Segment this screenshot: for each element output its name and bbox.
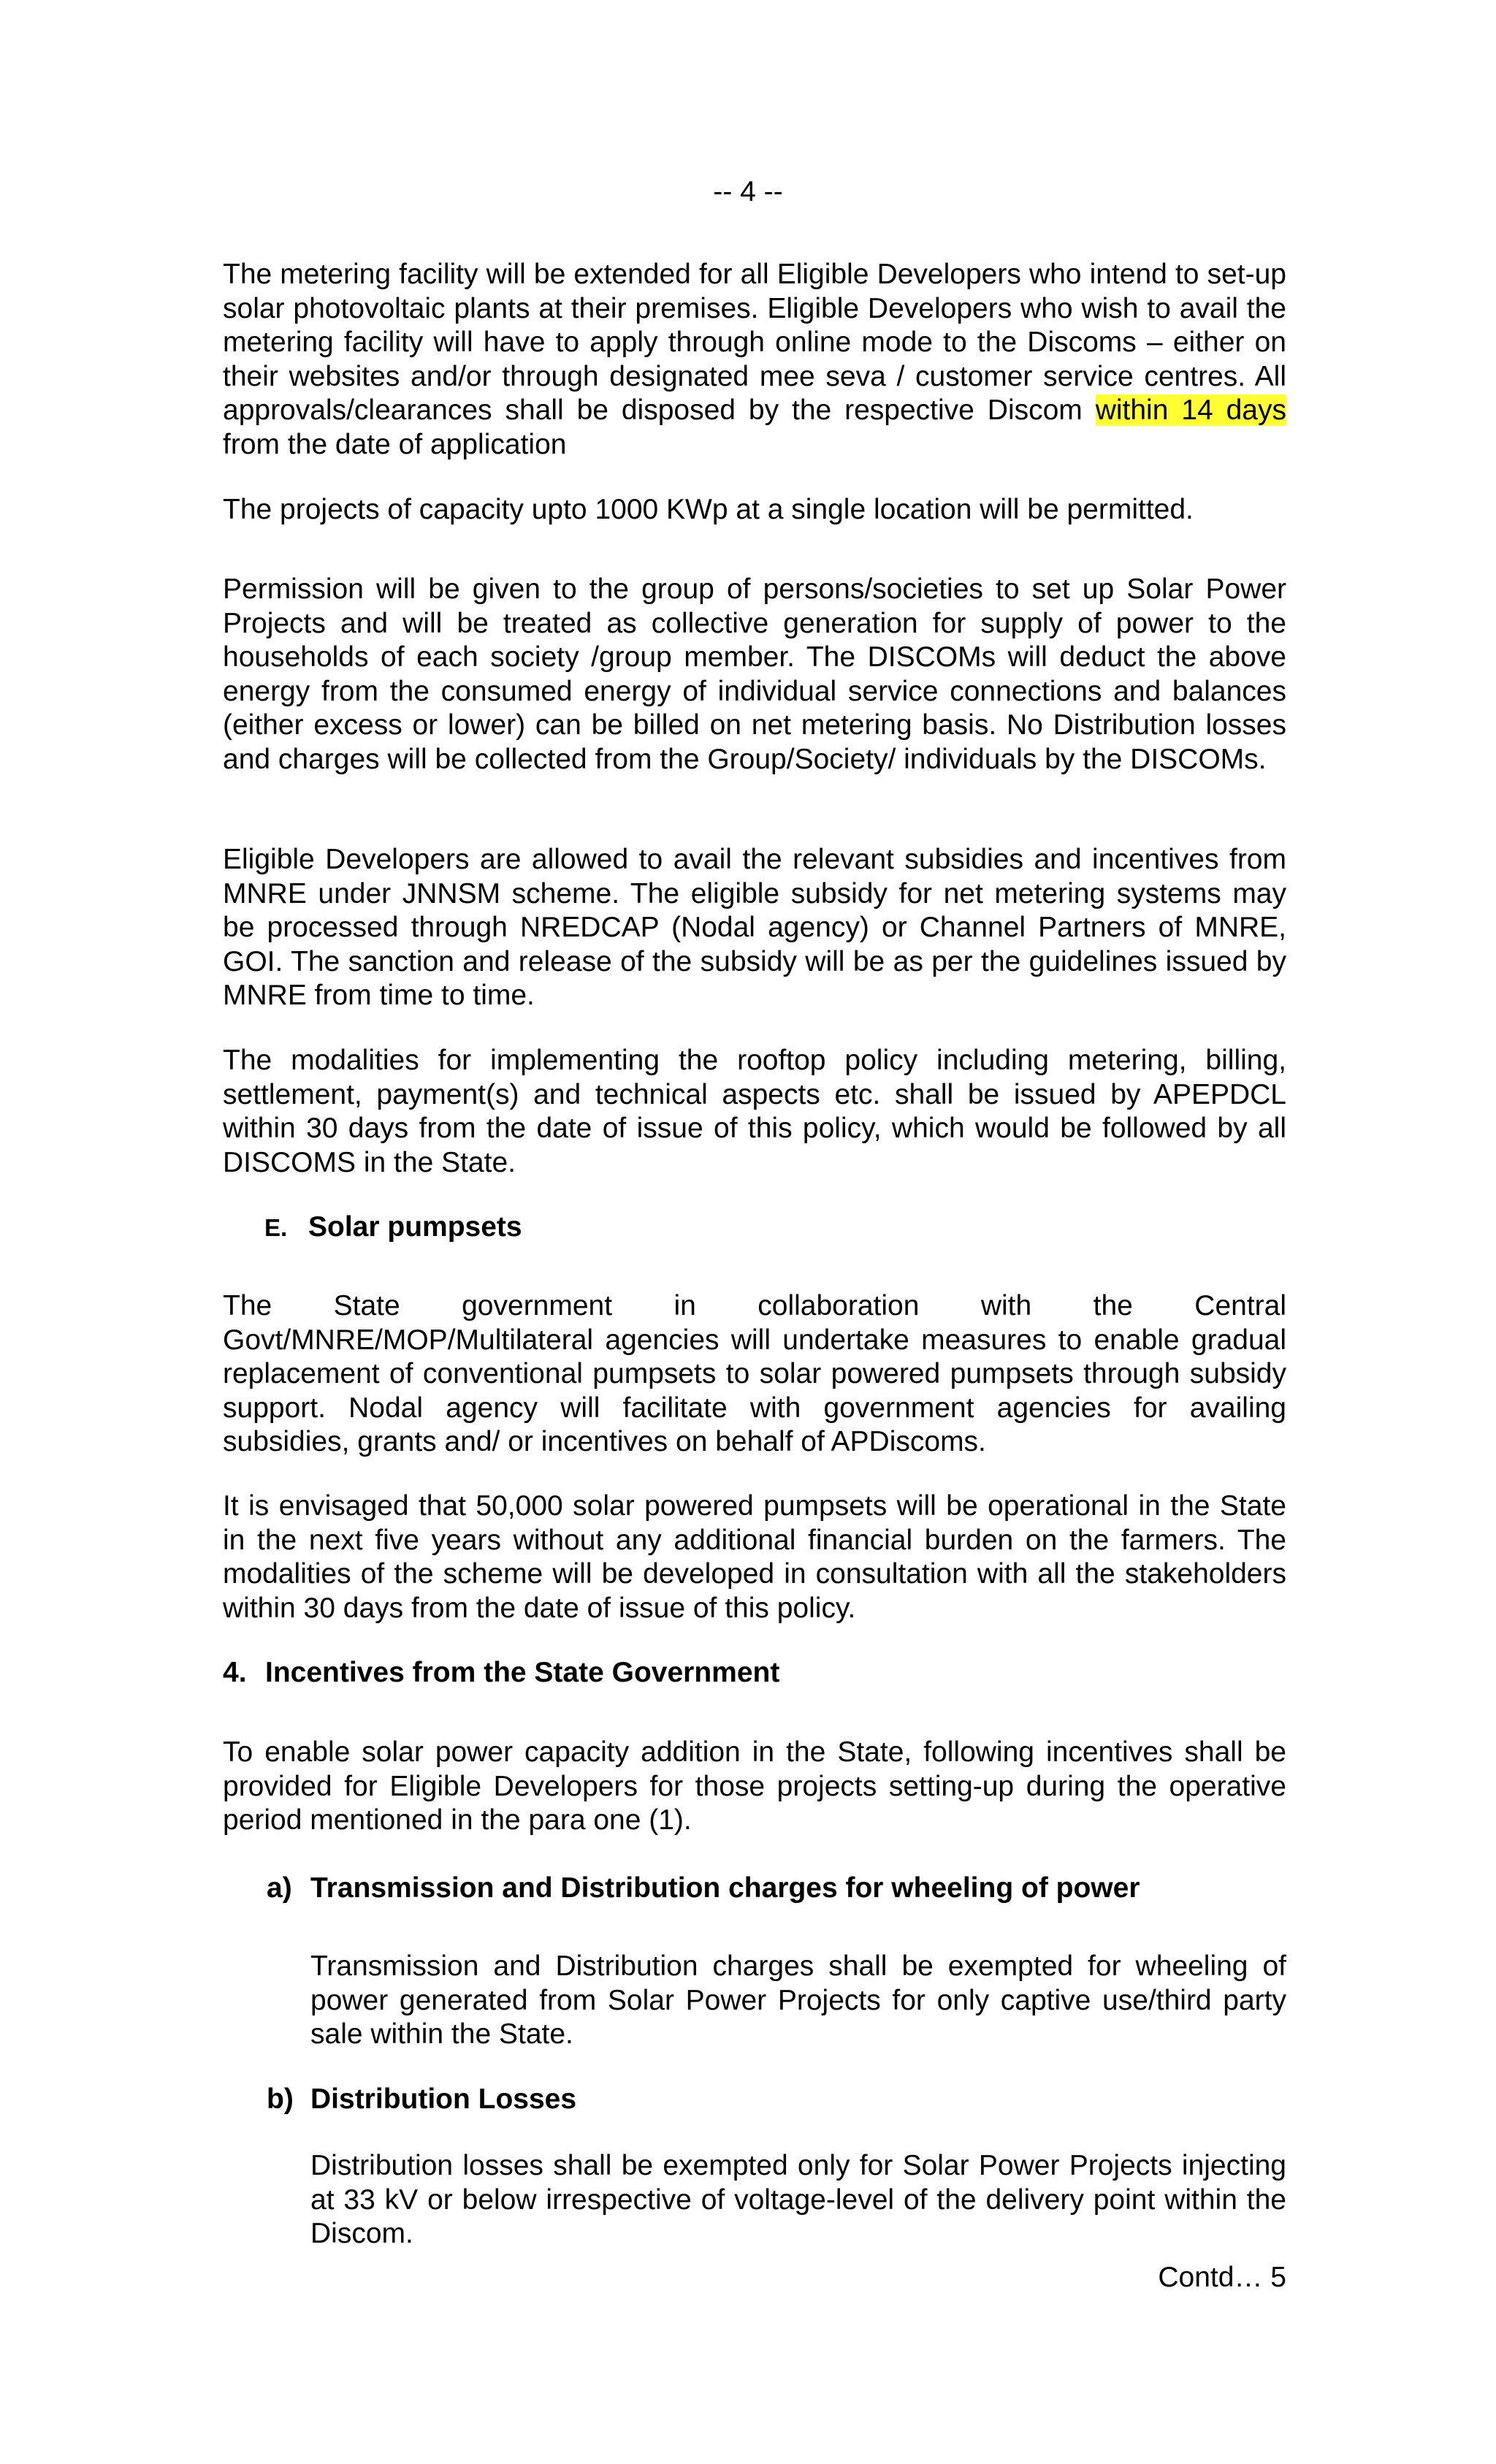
paragraph-metering-facility (223, 258, 1286, 462)
section-heading-incentives (223, 1656, 779, 1690)
section-title: Incentives from the State Government (265, 1657, 780, 1688)
page-number: -- 4 -- (713, 176, 783, 207)
section-heading-solar-pumpsets (264, 1210, 522, 1246)
paragraph-rooftop-modalities: The modalities for implementing the rooftop policy including metering, billing, settlement, payment(s) and technical aspects etc. shall be issued by APEPDCL within 30 days from the date of issue of this policy, which would be followed by all DISCOMS in the State. (223, 1045, 1286, 1178)
paragraph-distribution-exemption: Distribution losses shall be exempted only for Solar Power Projects injecting at 33 kV or below irrespective of voltage-level of the delivery point within the Discom. (310, 2150, 1286, 2249)
paragraph-transmission-exemption: Transmission and Distribution charges shall be exempted for wheeling of power generated from Solar Power Projects for only captive use/third party sale within the State. (310, 1950, 1286, 2050)
highlighted-text: within 14 days (1095, 394, 1286, 426)
paragraph-pumpset-replacement: The State government in collaboration with the Central Govt/MNRE/MOP/Multilateral agencies will undertake measures to enable gradual replacement of conventional pumpsets to solar powered pumpsets through subsidy support. Nodal agency will facilitate with government agencies for availing subsidies, grants and/ or incentives on behalf of APDiscoms. (223, 1290, 1286, 1457)
subheading-transmission-charges (267, 1872, 1140, 1906)
section-label: 4. (223, 1657, 247, 1688)
subheading-distribution-losses (267, 2083, 576, 2117)
section-label: E. (264, 1214, 288, 1241)
paragraph-text: from the date of application (223, 428, 567, 460)
section-title: Solar pumpsets (308, 1211, 522, 1243)
paragraph-project-capacity: The projects of capacity upto 1000 KWp at a single location will be permitted. (223, 494, 1194, 525)
paragraph-subsidies: Eligible Developers are allowed to avail the relevant subsidies and incentives from MNRE under JNNSM scheme. The eligible subsidy for net metering systems may be processed through NREDCAP (Nodal agency) or Channel Partners of MNRE, GOI. The sanction and release of the subsidy will be as per the guidelines issued by MNRE from time to time. (223, 844, 1286, 1011)
paragraph-text: The metering facility will be extended for all Eligible Developers who intend to set-up solar photovoltaic plants at their premises. Eligible Developers who wish to avail the metering facility will have to apply through online mode to the Discoms – either on their websites and/or through designated mee seva / customer service centres. All approvals/clearances shall be disposed by the respective Discom (223, 259, 1286, 426)
paragraph-pumpset-target: It is envisaged that 50,000 solar powered pumpsets will be operational in the State in the next five years without any additional financial burden on the farmers. The modalities of the scheme will be developed in consultation with all the stakeholders within 30 days from the date of issue of this policy. (223, 1490, 1286, 1624)
subsection-label: a) (267, 1872, 292, 1904)
paragraph-incentives-intro: To enable solar power capacity addition in the State, following incentives shall be provided for Eligible Developers for those projects setting-up during the operative period mentioned in the para one (1). (223, 1736, 1286, 1836)
subsection-title: Transmission and Distribution charges for wheeling of power (310, 1872, 1140, 1904)
subsection-label: b) (267, 2083, 294, 2115)
continued-note: Contd… 5 (1158, 2262, 1286, 2293)
subsection-title: Distribution Losses (310, 2083, 577, 2115)
paragraph-group-permission: Permission will be given to the group of persons/societies to set up Solar Power Projects and will be treated as collective generation for supply of power to the households of each society /group member. The DISCOMs will deduct the above energy from the consumed energy of individual service connections and balances (either excess or lower) can be billed on net metering basis. No Distribution losses and charges will be collected from the Group/Society/ individuals by the DISCOMs. (223, 573, 1286, 775)
